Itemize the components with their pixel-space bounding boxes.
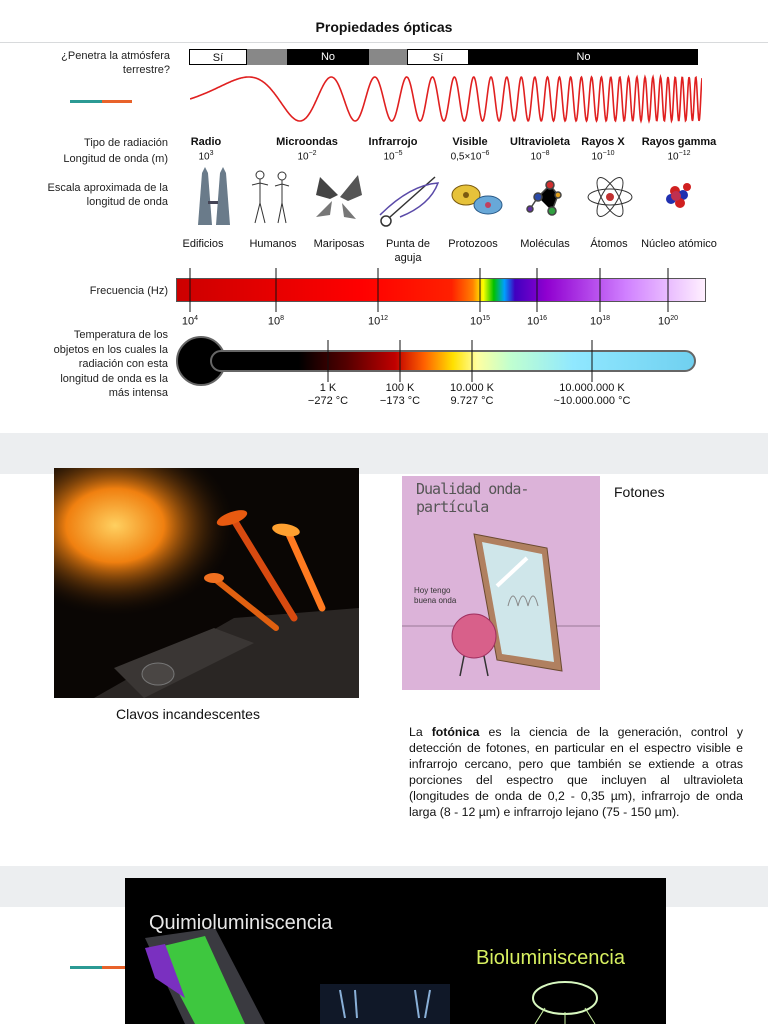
scale-object-label: Protozoos [448, 238, 498, 250]
temperature-tick-label [537, 382, 647, 408]
para-bold-term: fotónica [431, 725, 480, 739]
frequency-ticks [176, 268, 706, 312]
temperature-kelvin: 10.000.000 K [559, 382, 625, 394]
bioluminescence-title: Bioluminiscencia [476, 947, 625, 969]
accent-bar [70, 100, 132, 103]
temperature-label: Temperatura de los objetos en los cuales la radiación con esta longitud de onda es la más intensa [53, 329, 168, 399]
radiation-type-name: Infrarrojo [368, 136, 418, 148]
frequency-tick-label [455, 315, 505, 328]
wavelength-exponent: −2 [308, 150, 317, 157]
radiation-wavelength [634, 150, 724, 162]
atm-seg-si-1: Sí [189, 49, 247, 65]
wavelength-base: 10 [530, 151, 542, 163]
wavelength-base: 10 [383, 151, 395, 163]
wavelength-exponent: −6 [481, 150, 490, 157]
radiation-type-name: Microondas [276, 136, 338, 148]
nails-photo [54, 468, 359, 698]
butterfly-icon [316, 175, 362, 219]
frequency-base: 10 [367, 315, 381, 328]
temperature-kelvin: 100 K [385, 382, 415, 394]
scale-object-label: Punta de aguja [385, 238, 431, 264]
atmosphere-label: ¿Penetra la atmósfera terrestre? [61, 50, 170, 76]
atm-seg-si-2: Sí [407, 49, 469, 65]
radiation-type-name: Radio [190, 136, 222, 148]
frequency-base: 10 [657, 315, 671, 328]
divider [0, 42, 768, 43]
frequency-tick-label [165, 315, 215, 328]
radiation-type-name: Rayos X [581, 136, 625, 148]
para-prefix: La [409, 725, 432, 739]
frequency-base: 10 [526, 315, 540, 328]
accent-bar [70, 966, 132, 969]
radiation-wavelength [262, 150, 352, 162]
atm-seg-partial [369, 49, 407, 65]
frequency-tick-label [575, 315, 625, 328]
scale-object-label: Mariposas [313, 238, 365, 250]
radiation-type-name: Rayos gamma [641, 136, 717, 148]
temperature-kelvin: 1 K [319, 382, 337, 394]
scale-object-label: Núcleo atómico [641, 238, 717, 250]
para-body: es la ciencia de la generación, control y detección de fotones, en particular en el espectro visible e infrarrojo cercano, pero que también se extiende a otras porciones del espectro que incluyen al ultravioleta (longitudes de onda de 0,2 - 0,35 µm), infrarrojo de onda larga (8 - 12 µm) e infrarrojo lejano (75 - 150 µm). [409, 725, 743, 819]
temperature-tick-label [417, 382, 527, 408]
wavelength-exponent: −12 [678, 150, 691, 157]
atom-icon [588, 174, 632, 220]
frequency-tick-label [353, 315, 403, 328]
radiation-type-name: Visible [452, 136, 488, 148]
frequency-exponent: 16 [539, 315, 548, 322]
photonics-paragraph [409, 724, 743, 820]
needle-icon [380, 177, 438, 226]
type-label: Tipo de radiación [84, 137, 168, 149]
wavelength-base: 10 [198, 151, 210, 163]
wavelength-exponent: −8 [541, 150, 550, 157]
frequency-exponent: 12 [380, 315, 389, 322]
temperature-celsius: 9.727 °C [450, 395, 494, 407]
wavelength-base: 10 [297, 151, 309, 163]
nucleus-icon [666, 183, 691, 208]
scale-illustrations [180, 165, 710, 230]
atm-seg-no-2: No [469, 49, 698, 65]
atm-seg-partial [247, 49, 287, 65]
scale-object-label: Humanos [249, 238, 297, 250]
duality-illustration [402, 476, 600, 690]
protozoa-icon [452, 185, 502, 214]
temperature-celsius: ~10.000.000 °C [553, 395, 631, 407]
speech-text: Hoy tengo buena onda [414, 586, 457, 605]
wavelength-exponent: −10 [602, 150, 615, 157]
frequency-exponent: 4 [194, 315, 199, 322]
wavelength-exponent: 3 [209, 150, 214, 157]
duality-title: Dualidad onda-partícula [416, 480, 529, 516]
frequency-base: 10 [589, 315, 603, 328]
photons-label: Fotones [614, 484, 665, 500]
molecule-icon [527, 181, 561, 215]
temperature-ticks [176, 340, 706, 382]
wavelength-exponent: −5 [394, 150, 403, 157]
frequency-tick-label [643, 315, 693, 328]
temperature-celsius: −173 °C [379, 395, 421, 407]
page-title: Propiedades ópticas [315, 19, 453, 35]
frequency-label: Frecuencia (Hz) [89, 285, 168, 297]
frequency-exponent: 18 [602, 315, 611, 322]
frequency-tick-label [512, 315, 562, 328]
scale-object-label: Moléculas [520, 238, 570, 250]
scale-object-label: Átomos [590, 238, 628, 250]
temperature-celsius: −272 °C [307, 395, 349, 407]
radiation-type-name: Ultravioleta [510, 136, 570, 148]
wavelength-base: 10 [591, 151, 603, 163]
scale-label: Escala aproximada de la longitud de onda [47, 182, 168, 208]
frequency-tick-label [251, 315, 301, 328]
frequency-exponent: 15 [482, 315, 491, 322]
nails-caption: Clavos incandescentes [116, 706, 260, 722]
humans-icon [252, 171, 289, 223]
towers-icon [198, 167, 230, 225]
frequency-base: 10 [267, 315, 281, 328]
chemiluminescence-title: Quimioluminiscencia [149, 912, 333, 934]
luminescence-photo [125, 878, 666, 1024]
frequency-base: 10 [469, 315, 483, 328]
radiation-wavelength [161, 150, 251, 162]
wavelength-base: 10 [667, 151, 679, 163]
frequency-exponent: 8 [280, 315, 285, 322]
atm-seg-no-1: No [287, 49, 369, 65]
wavelength-label: Longitud de onda (m) [63, 153, 168, 165]
frequency-base: 10 [181, 315, 195, 328]
temperature-kelvin: 10.000 K [449, 382, 495, 394]
wavelength-base: 0,5×10 [450, 151, 482, 163]
scale-object-label: Edificios [182, 238, 224, 250]
wave-graphic [190, 68, 702, 130]
frequency-exponent: 20 [670, 315, 679, 322]
